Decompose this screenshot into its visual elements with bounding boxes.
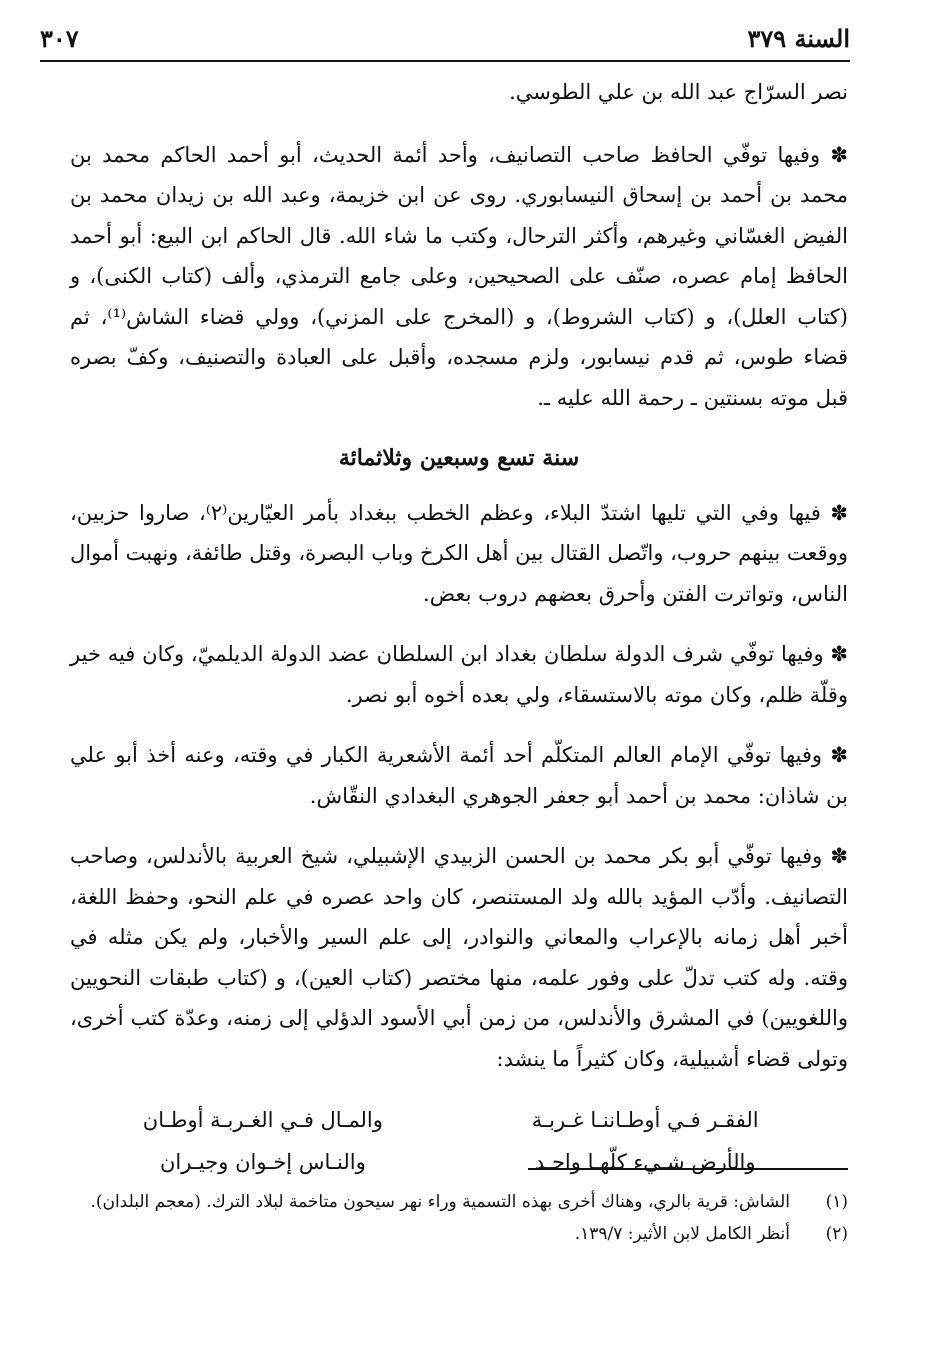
footnote-number: (٢) bbox=[825, 1224, 848, 1244]
footnote bbox=[70, 1218, 848, 1250]
footnote-number: (١) bbox=[825, 1192, 848, 1212]
poem-verses bbox=[100, 1099, 808, 1183]
footnotes bbox=[70, 1186, 848, 1250]
page-body bbox=[70, 72, 848, 1183]
paragraph: ✽ وفيها توفّي الإمام العالم المتكلّم أحد أئمة الأشعرية الكبار في وقته، وعنه أخذ أبو علي بن شاذان: محمد بن أحمد أبو جعفر الجوهري البغدادي النقّاش. bbox=[70, 743, 848, 808]
header-divider bbox=[40, 60, 850, 62]
paragraph: ✽ وفيها توفّي شرف الدولة سلطان بغداد ابن السلطان عضد الدولة الديلميّ، وكان فيه خير وقلّة ظلم، وكان موته بالاستسقاء، ولي بعده أخوه أبو نصر. bbox=[70, 642, 848, 707]
section-heading: سنة تسع وسبعين وثلاثمائة bbox=[338, 445, 580, 471]
paragraph: نصر السرّاج عبد الله بن علي الطوسي. bbox=[509, 80, 848, 104]
verse-second-hemistich: والنـاس إخـوان وجيـران bbox=[159, 1150, 366, 1174]
paragraph: ✽ فيها وفي التي تليها اشتدّ البلاء، وعظم الخطب ببغداد بأمر العيّارين⁽٢⁾، صاروا حزبين، ووقعت بينهم حروب، واتّصل القتال بين أهل الكرخ وباب البصرة، وقتل طائفة، ونهبت أموال الناس، وتواترت الفتن وأحرق بعضهم دروب بعض. bbox=[69, 500, 848, 606]
page-header bbox=[40, 18, 850, 58]
verse-line bbox=[100, 1099, 808, 1141]
verse-second-hemistich: والمـال فـي الغـربـة أوطـان bbox=[142, 1108, 383, 1132]
page-number: ٣٠٧ bbox=[40, 23, 79, 53]
footnote bbox=[70, 1186, 848, 1218]
paragraph: ✽ وفيها توفّي الحافظ صاحب التصانيف، وأحد أئمة الحديث، أبو أحمد الحاكم محمد بن محمد بن أحمد بن إسحاق النيسابوري. روى عن ابن خزيمة، وعبد الله بن زيدان محمد بن الفيض الغسّاني وغيرهم، وأكثر الترحال، وكتب ما شاء الله. قال الحاكم ابن البيع: أبو أحمد الحافظ إمام عصره، صنّف على الصحيحين، وعلى جامع الترمذي، وألف (كتاب الكنى)، و (كتاب العلل)، و (كتاب الشروط)، و (المخرج على المزني)، وولي قضاء الشاش⁽¹⁾، ثم قضاء طوس، ثم قدم نيسابور، ولزم مسجده، وأقبل على العبادة والتصنيف، وكفّ بصره قبل موته بسنتين ـ رحمة الله عليه ـ. bbox=[70, 142, 848, 410]
footnote-divider bbox=[528, 1168, 848, 1170]
verse-first-hemistich: الفقـر فـي أوطـاننـا غـربـة bbox=[531, 1108, 759, 1132]
footnote-text: الشاش: قرية بالري، وهناك أخرى بهذه التسمية وراء نهر سيحون متاخمة لبلاد الترك. (معجم البلدان). bbox=[90, 1192, 790, 1212]
verse-line bbox=[100, 1141, 808, 1183]
footnote-text: أنظر الكامل لابن الأثير: ١٣٩/٧. bbox=[574, 1224, 790, 1244]
verse-first-hemistich: والأرض شـيء كلّهـا واحـد bbox=[534, 1150, 756, 1174]
paragraph: ✽ وفيها توفّي أبو بكر محمد بن الحسن الزبيدي الإشبيلي، شيخ العربية بالأندلس، وصاحب التصانيف. وأدّب المؤيد بالله ولد المستنصر، كان واحد عصره في علم النحو، وحفظ اللغة، أخبر أهل زمانه بالإعراب والمعاني والنوادر، إلى علم السير والأخبار، ولم يكن مثله في وقته. وله كتب تدلّ على وفور علمه، منها مختصر (كتاب العين)، و (كتاب طبقات النحويين واللغويين) في المشرق والأندلس، من زمن أبي الأسود الدؤلي إلى زمنه، وعدّة كتب أخرى، وتولى قضاء أشبيلية، وكان كثيراً ما ينشد: bbox=[70, 844, 848, 1071]
running-title: السنة ٣٧٩ bbox=[747, 23, 850, 53]
